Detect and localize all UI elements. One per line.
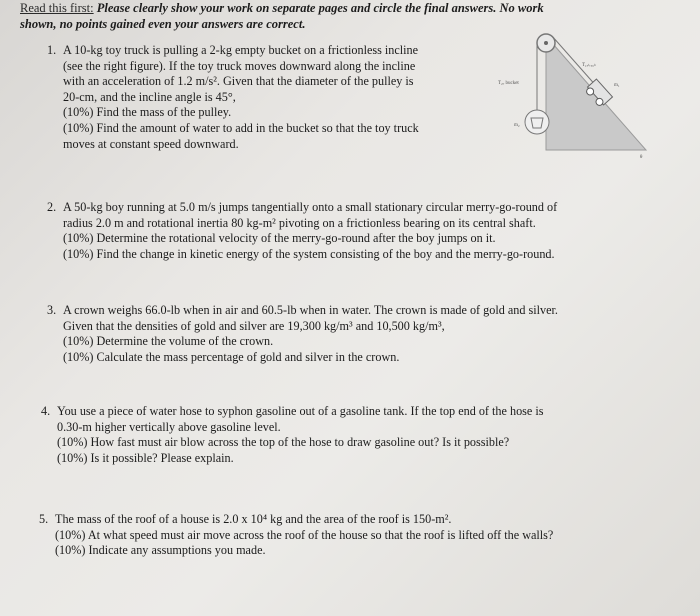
problem-number: 5. bbox=[39, 512, 49, 526]
truck-tension-label: T₁ₑₜᵣᵤ꜀ₖ bbox=[582, 63, 597, 68]
truck-mass-label: m₁ bbox=[614, 83, 620, 88]
problem-line: (10%) Calculate the mass percentage of gold and silver in the crown. bbox=[63, 349, 400, 364]
problem-line: (10%) Find the amount of water to add in the bucket so that the toy truck bbox=[63, 120, 419, 135]
problem-line: A 50-kg boy running at 5.0 m/s jumps tangentially onto a small stationary circular merry-go-round of bbox=[63, 200, 558, 214]
incline-angle-label: θ bbox=[640, 155, 643, 160]
problem-line: A 10-kg toy truck is pulling a 2-kg empty bucket on a frictionless incline bbox=[63, 43, 419, 57]
bucket-icon bbox=[525, 110, 549, 134]
pulley-axle-icon bbox=[544, 41, 548, 45]
problem-line: 20-cm, and the incline angle is 45°, bbox=[63, 89, 236, 104]
problem-1 bbox=[47, 43, 419, 152]
read-first-label: Read this first: bbox=[20, 1, 94, 15]
problem-line: radius 2.0 m and rotational inertia 80 kg-m² pivoting on a frictionless bearing on its central shaft. bbox=[63, 215, 536, 230]
problem-line: (10%) Indicate any assumptions you made. bbox=[55, 543, 266, 558]
problem-line: The mass of the roof of a house is 2.0 x 10⁴ kg and the area of the roof is 150-m². bbox=[55, 512, 452, 526]
problem-line: (10%) Find the mass of the pulley. bbox=[63, 105, 232, 120]
problem-line: (10%) How fast must air blow across the top of the hose to draw gasoline out? Is it possible? bbox=[57, 435, 510, 450]
problem-line: Given that the densities of gold and silver are 19,300 kg/m³ and 10,500 kg/m³, bbox=[63, 318, 445, 333]
problem-2 bbox=[47, 200, 558, 262]
problem-line: (10%) Determine the rotational velocity of the merry-go-round after the boy jumps on it. bbox=[63, 231, 496, 246]
problem-line: You use a piece of water hose to syphon gasoline out of a gasoline tank. If the top end of the hose is bbox=[57, 404, 544, 418]
problem-line: (10%) Determine the volume of the crown. bbox=[63, 334, 274, 349]
instructions-text-2: shown, no points gained even your answers are correct. bbox=[20, 17, 306, 31]
problem-3 bbox=[47, 303, 558, 365]
problem-number: 2. bbox=[47, 200, 57, 214]
bucket-mass-label: m₂ bbox=[514, 123, 520, 128]
problem-number: 3. bbox=[47, 303, 57, 317]
problem-line: (10%) Is it possible? Please explain. bbox=[57, 450, 234, 465]
incline-pulley-figure bbox=[490, 28, 680, 168]
problem-4 bbox=[41, 404, 544, 466]
problem-number: 1. bbox=[47, 43, 57, 57]
problem-line: 0.30-m higher vertically above gasoline level. bbox=[57, 419, 281, 434]
problem-line: (see the right figure). If the toy truck moves downward along the incline bbox=[63, 58, 416, 73]
problem-line: (10%) At what speed must air move across the roof of the house so that the roof is lifted off the walls? bbox=[55, 527, 554, 542]
problem-line: A crown weighs 66.0-lb when in air and 60.5-lb when in water. The crown is made of gold and silver. bbox=[63, 303, 558, 317]
bucket-tension-label: T₂ₒ bucket bbox=[498, 81, 519, 86]
problem-line: with an acceleration of 1.2 m/s². Given that the diameter of the pulley is bbox=[63, 74, 414, 89]
problem-number: 4. bbox=[41, 404, 51, 418]
incline-diagram bbox=[490, 28, 680, 168]
instructions-text-1: Please clearly show your work on separate pages and circle the final answers. No work bbox=[93, 1, 544, 15]
problem-line: (10%) Find the change in kinetic energy of the system consisting of the boy and the merry-go-round. bbox=[63, 246, 555, 261]
problem-line: moves at constant speed downward. bbox=[63, 136, 239, 151]
problem-5 bbox=[39, 512, 554, 559]
